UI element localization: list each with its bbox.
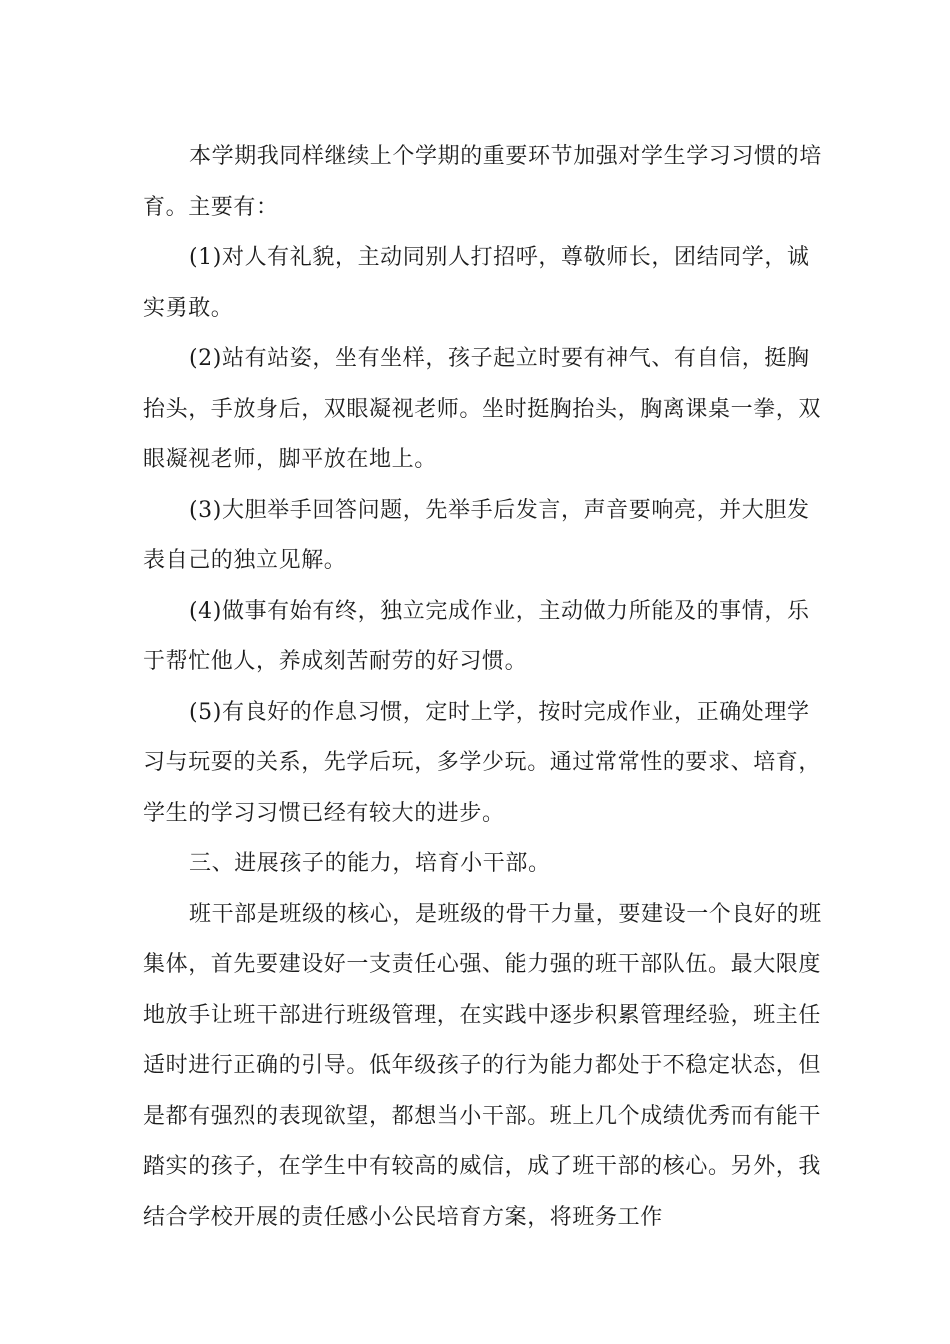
paragraph-item-1: (1)对人有礼貌，主动同别人打招呼，尊敬师长，团结同学，诚实勇敢。 <box>143 245 810 321</box>
paragraph-habits-intro: 本学期我同样继续上个学期的重要环节加强对学生学习习惯的培育。主要有： <box>143 144 822 220</box>
paragraph-class-cadres: 班干部是班级的核心，是班级的骨干力量，要建设一个良好的班集体，首先要建设好一支责任心强、能力强的班干部队伍。最大限度地放手让班干部进行班级管理，在实践中逐步积累管理经验，班主任适时进行正确的引导。低年级孩子的行为能力都处于不稳定状态，但是都有强烈的表现欲望，都想当小干部。班上几个成绩优秀而有能干踏实的孩子，在学生中有较高的威信，成了班干部的核心。另外，我结合学校开展的责任感小公民培育方案，将班务工作 <box>143 901 822 1230</box>
paragraph-item-2: (2)站有站姿，坐有坐样，孩子起立时要有神气、有自信，挺胸抬头，手放身后，双眼凝视老师。坐时挺胸抬头，胸离课桌一拳，双眼凝视老师，脚平放在地上。 <box>143 346 822 472</box>
section-heading-3: 三、进展孩子的能力，培育小干部。 <box>189 851 551 876</box>
paragraph-item-4: (4)做事有始有终，独立完成作业，主动做力所能及的事情，乐于帮忙他人，养成刻苦耐劳的好习惯。 <box>143 598 810 674</box>
paragraph-item-5: (5)有良好的作息习惯，定时上学，按时完成作业，正确处理学习与玩耍的关系，先学后玩，多学少玩。通过常常性的要求、培育，学生的学习习惯已经有较大的进步。 <box>143 699 822 826</box>
paragraph-item-3: (3)大胆举手回答问题，先举手后发言，声音要响亮，并大胆发表自己的独立见解。 <box>143 497 810 573</box>
document-body <box>143 132 823 1243</box>
